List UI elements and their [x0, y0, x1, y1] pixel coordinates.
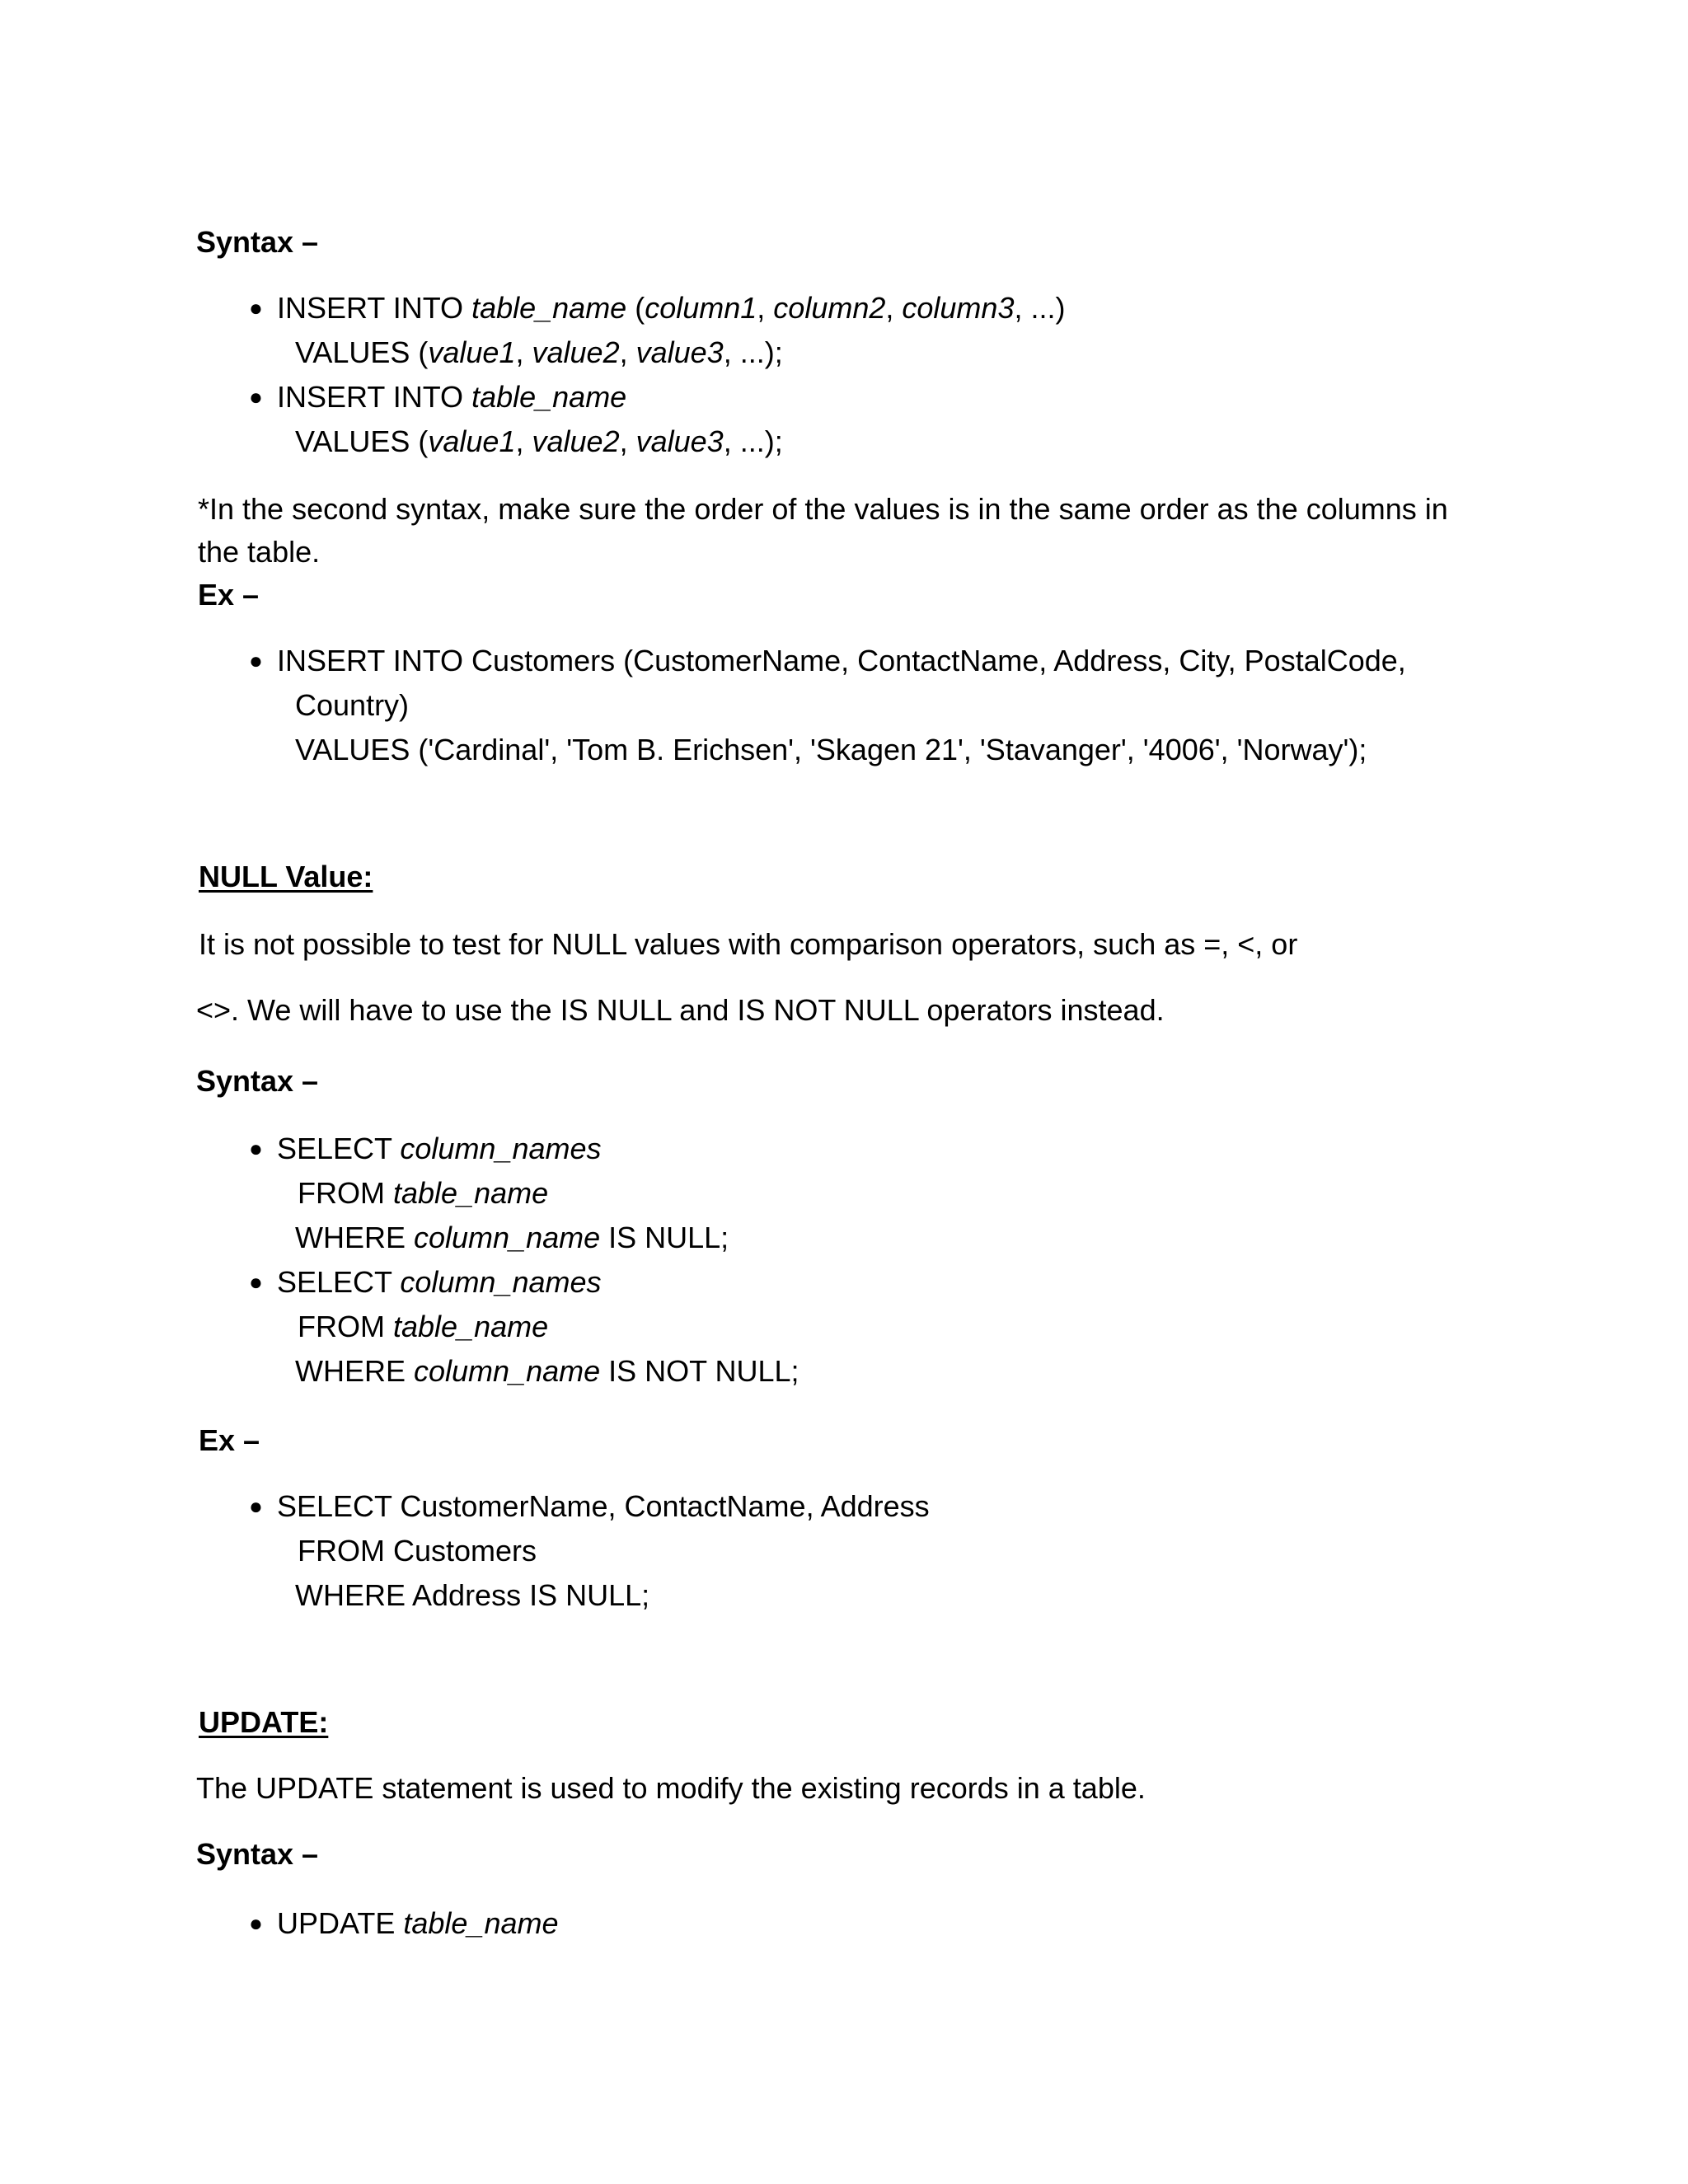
bullet-icon: ● [249, 1493, 263, 1519]
insert-ex-line-1: INSERT INTO Customers (CustomerName, ContactName, Address, City, PostalCode, [277, 644, 1406, 677]
null-desc-line-2: <>. We will have to use the IS NULL and IS NOT NULL operators instead. [196, 993, 1165, 1027]
null-syntax-2-line-1: SELECT column_names [277, 1265, 602, 1299]
update-syntax-1-line-1: UPDATE table_name [277, 1906, 559, 1940]
null-syntax-1-line-1: SELECT column_names [277, 1132, 602, 1165]
insert-syntax-heading: Syntax – [196, 225, 319, 259]
bullet-icon: ● [249, 295, 263, 321]
null-syntax-2-line-2: FROM table_name [298, 1310, 549, 1343]
insert-syntax-1-line-1: INSERT INTO table_name (column1, column2, column3, ...) [277, 291, 1066, 325]
null-section-heading: NULL Value: [199, 860, 373, 893]
insert-ex-line-2: Country) [295, 688, 410, 722]
insert-syntax-2-line-2: VALUES (value1, value2, value3, ...); [295, 424, 783, 458]
bullet-icon: ● [249, 1136, 263, 1161]
update-section-heading: UPDATE: [199, 1705, 329, 1739]
insert-syntax-2-line-1: INSERT INTO table_name [277, 380, 627, 414]
insert-ex-heading: Ex – [198, 578, 260, 612]
insert-ex-line-3: VALUES ('Cardinal', 'Tom B. Erichsen', 'Skagen 21', 'Stavanger', '4006', 'Norway'); [295, 733, 1367, 766]
update-desc: The UPDATE statement is used to modify the existing records in a table. [196, 1771, 1146, 1805]
null-syntax-heading: Syntax – [196, 1064, 319, 1098]
insert-note-line-1: *In the second syntax, make sure the order of the values is in the same order as the columns in [198, 492, 1448, 526]
bullet-icon: ● [249, 384, 263, 410]
null-ex-heading: Ex – [199, 1423, 260, 1457]
insert-syntax-1-line-2: VALUES (value1, value2, value3, ...); [295, 335, 783, 369]
bullet-icon: ● [249, 1269, 263, 1295]
null-ex-line-2: FROM Customers [298, 1534, 537, 1568]
update-syntax-heading: Syntax – [196, 1837, 319, 1871]
bullet-icon: ● [249, 1910, 263, 1936]
null-desc-line-1: It is not possible to test for NULL values with comparison operators, such as =, <, or [199, 927, 1298, 961]
null-syntax-1-line-3: WHERE column_name IS NULL; [295, 1221, 729, 1254]
bullet-icon: ● [249, 648, 263, 673]
null-syntax-2-line-3: WHERE column_name IS NOT NULL; [295, 1354, 799, 1388]
null-ex-line-3: WHERE Address IS NULL; [295, 1578, 650, 1612]
insert-note-line-2: the table. [198, 535, 321, 569]
null-ex-line-1: SELECT CustomerName, ContactName, Address [277, 1489, 930, 1523]
null-syntax-1-line-2: FROM table_name [298, 1176, 549, 1210]
